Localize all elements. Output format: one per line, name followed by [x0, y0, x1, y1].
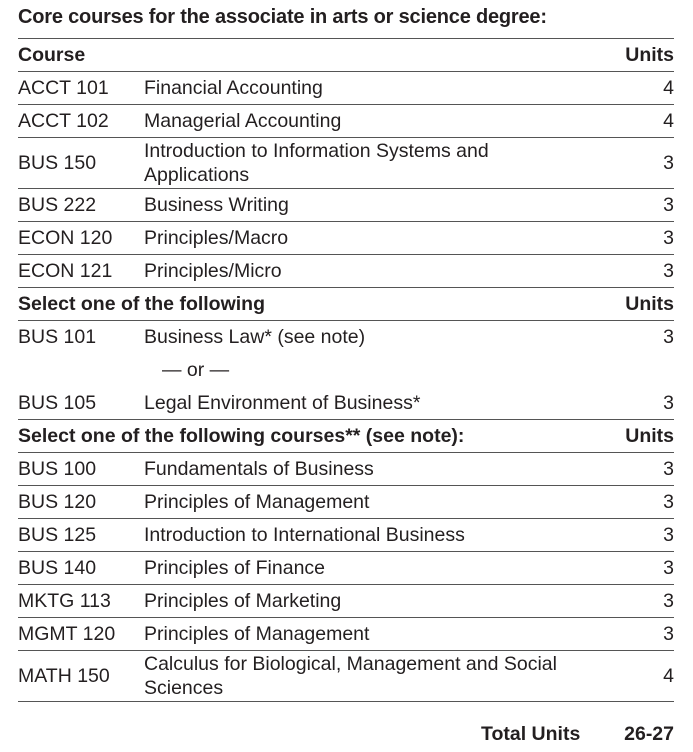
total-units-label: Total Units — [481, 723, 581, 745]
course-units: 3 — [663, 194, 674, 216]
section-header-label: Select one of the following courses** (see note): — [18, 425, 465, 447]
course-units: 3 — [663, 524, 674, 546]
total-units-value: 26-27 — [624, 723, 674, 745]
table-row — [18, 585, 674, 618]
course-units: 4 — [663, 110, 674, 132]
course-code: ECON 121 — [18, 260, 113, 282]
course-units: 3 — [663, 458, 674, 480]
course-code: BUS 222 — [18, 194, 97, 216]
course-name: Business Writing — [144, 194, 289, 216]
course-code: BUS 105 — [18, 392, 97, 414]
or-separator-row — [18, 354, 674, 387]
course-name: Principles of Management — [144, 491, 370, 513]
course-units: 3 — [663, 557, 674, 579]
table-row — [18, 138, 674, 189]
table-row — [18, 618, 674, 651]
course-name: Calculus for Biological, Management and Social Sciences — [144, 653, 557, 699]
course-name: Principles of Finance — [144, 557, 326, 579]
course-table — [18, 38, 674, 702]
course-name: Principles/Micro — [144, 260, 282, 282]
course-code: ACCT 101 — [18, 77, 109, 99]
course-name: Introduction to Information Systems and Applications — [144, 140, 489, 186]
course-name: Business Law* (see note) — [144, 326, 366, 348]
course-code: MATH 150 — [18, 665, 110, 687]
or-separator: — or — — [162, 359, 230, 381]
table-row — [18, 519, 674, 552]
table-row — [18, 222, 674, 255]
table-row — [18, 255, 674, 288]
course-name: Principles/Macro — [144, 227, 289, 249]
course-name: Principles of Management — [144, 623, 370, 645]
table-row — [18, 321, 674, 354]
course-units: 3 — [663, 227, 674, 249]
section-header-label: Select one of the following — [18, 293, 266, 315]
course-code: BUS 101 — [18, 326, 97, 348]
course-units: 3 — [663, 623, 674, 645]
course-code: ECON 120 — [18, 227, 113, 249]
course-code: BUS 140 — [18, 557, 97, 579]
course-name: Principles of Marketing — [144, 590, 342, 612]
course-code: BUS 150 — [18, 152, 97, 174]
units-column-header: Units — [625, 425, 674, 447]
course-units: 3 — [663, 326, 674, 348]
course-units: 3 — [663, 491, 674, 513]
course-name: Managerial Accounting — [144, 110, 342, 132]
table-row — [18, 552, 674, 585]
select-one-header-row — [18, 288, 674, 321]
course-code: BUS 125 — [18, 524, 97, 546]
course-code: MKTG 113 — [18, 590, 111, 612]
course-units: 3 — [663, 590, 674, 612]
table-row — [18, 387, 674, 420]
course-code: BUS 100 — [18, 458, 97, 480]
course-name: Financial Accounting — [144, 77, 323, 99]
table-row — [18, 651, 674, 702]
units-column-header: Units — [625, 293, 674, 315]
table-row — [18, 453, 674, 486]
course-units: 4 — [663, 665, 674, 687]
course-name: Fundamentals of Business — [144, 458, 374, 480]
course-column-header: Course — [18, 44, 86, 66]
course-units: 3 — [663, 392, 674, 414]
core-header-row — [18, 39, 674, 72]
units-column-header: Units — [625, 44, 674, 66]
course-name: Introduction to International Business — [144, 524, 465, 546]
course-units: 3 — [663, 152, 674, 174]
course-units: 3 — [663, 260, 674, 282]
page-title: Core courses for the associate in arts or science degree: — [18, 6, 547, 28]
course-units: 4 — [663, 77, 674, 99]
select-courses-header-row — [18, 420, 674, 453]
course-code: MGMT 120 — [18, 623, 116, 645]
table-row — [18, 105, 674, 138]
course-name: Legal Environment of Business* — [144, 392, 421, 414]
table-row — [18, 486, 674, 519]
table-row — [18, 72, 674, 105]
table-row — [18, 189, 674, 222]
course-code: BUS 120 — [18, 491, 97, 513]
course-code: ACCT 102 — [18, 110, 109, 132]
